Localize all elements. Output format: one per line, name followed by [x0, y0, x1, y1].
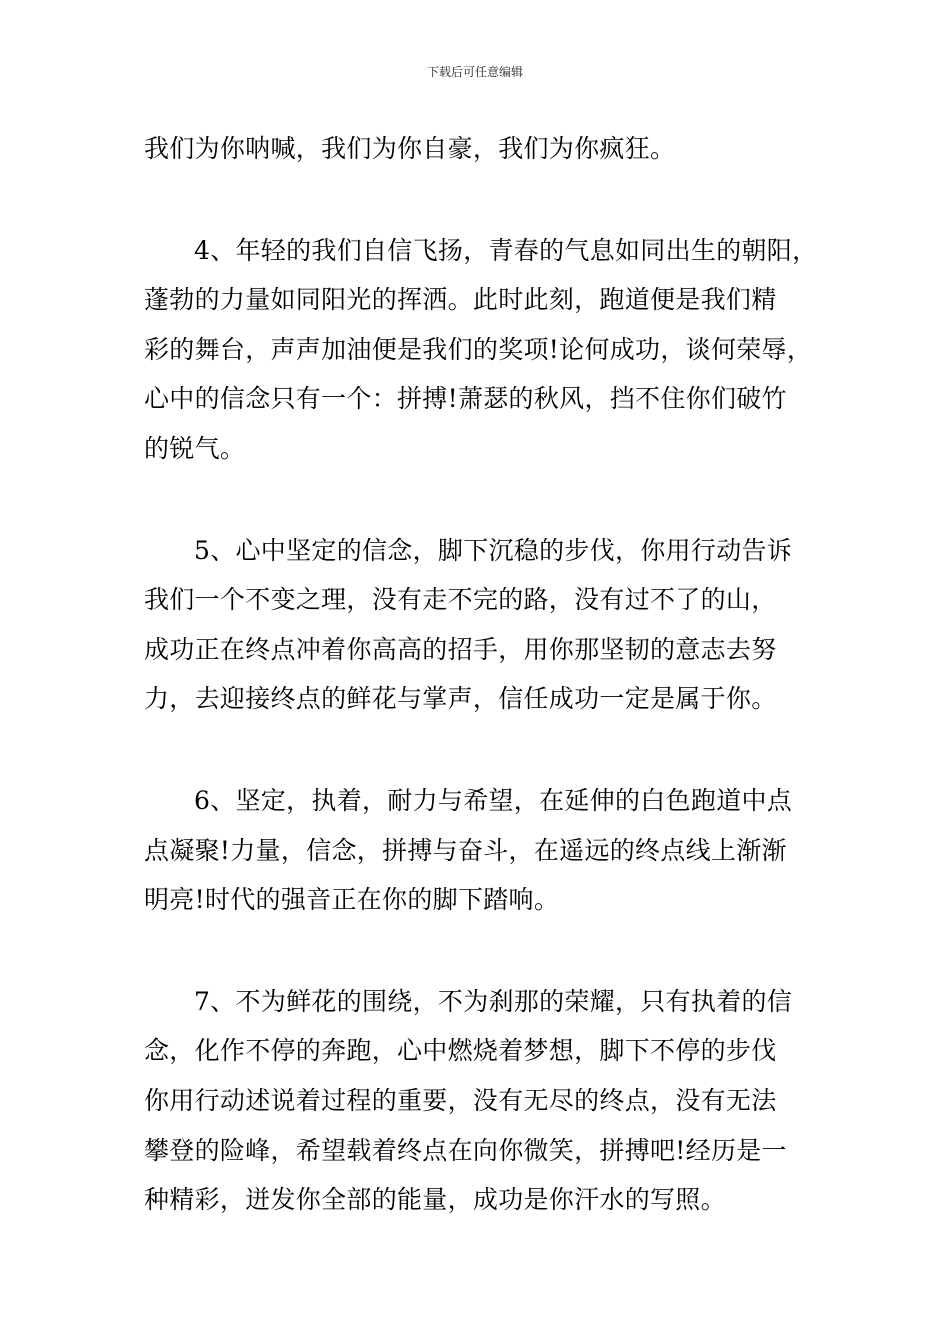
document-body: [144, 124, 834, 1225]
paragraph-item-7: [144, 977, 834, 1225]
text-line: 5、心中坚定的信念，脚下沉稳的步伐，你用行动告诉: [194, 535, 793, 565]
text-line: 我们一个不变之理，没有走不完的路，没有过不了的山，: [144, 585, 777, 615]
text-line: 7、不为鲜花的围绕，不为刹那的荣耀，只有执着的信: [194, 986, 793, 1016]
text-line: 6、坚定，执着，耐力与希望，在延伸的白色跑道中点: [194, 785, 793, 815]
text-line: 心中的信念只有一个：拼搏!萧瑟的秋风，挡不住你们破竹: [144, 384, 787, 414]
paragraph-continuation: [144, 124, 834, 174]
page-header-note: 下载后可任意编辑: [426, 65, 523, 79]
text-line: 你用行动述说着过程的重要，没有无尽的终点，没有无法: [144, 1085, 777, 1115]
text-line: 力，去迎接终点的鲜花与掌声，信任成功一定是属于你。: [144, 684, 777, 714]
text-line: 4、年轻的我们自信飞扬，青春的气息如同出生的朝阳，: [194, 235, 818, 265]
paragraph-item-6: [144, 776, 834, 925]
paragraph-item-4: [144, 226, 834, 474]
text-line: 攀登的险峰，希望载着终点在向你微笑，拼搏吧!经历是一: [144, 1135, 787, 1165]
text-line: 蓬勃的力量如同阳光的挥洒。此时此刻，跑道便是我们精: [144, 285, 777, 315]
text-line: 种精彩，迸发你全部的能量，成功是你汗水的写照。: [144, 1185, 726, 1215]
text-line: 成功正在终点冲着你高高的招手，用你那坚韧的意志去努: [144, 634, 777, 664]
text-line: 的锐气。: [144, 433, 246, 463]
text-line: 彩的舞台，声声加油便是我们的奖项!论何成功，谈何荣辱，: [144, 334, 813, 364]
text-line: 念，化作不停的奔跑，心中燃烧着梦想，脚下不停的步伐: [144, 1036, 777, 1066]
text-line: 我们为你呐喊，我们为你自豪，我们为你疯狂。: [144, 134, 676, 163]
paragraph-item-5: [144, 526, 834, 724]
text-line: 点凝聚!力量，信念，拼搏与奋斗，在遥远的终点线上渐渐: [144, 835, 787, 865]
text-line: 明亮!时代的强音正在你的脚下踏响。: [144, 885, 560, 915]
